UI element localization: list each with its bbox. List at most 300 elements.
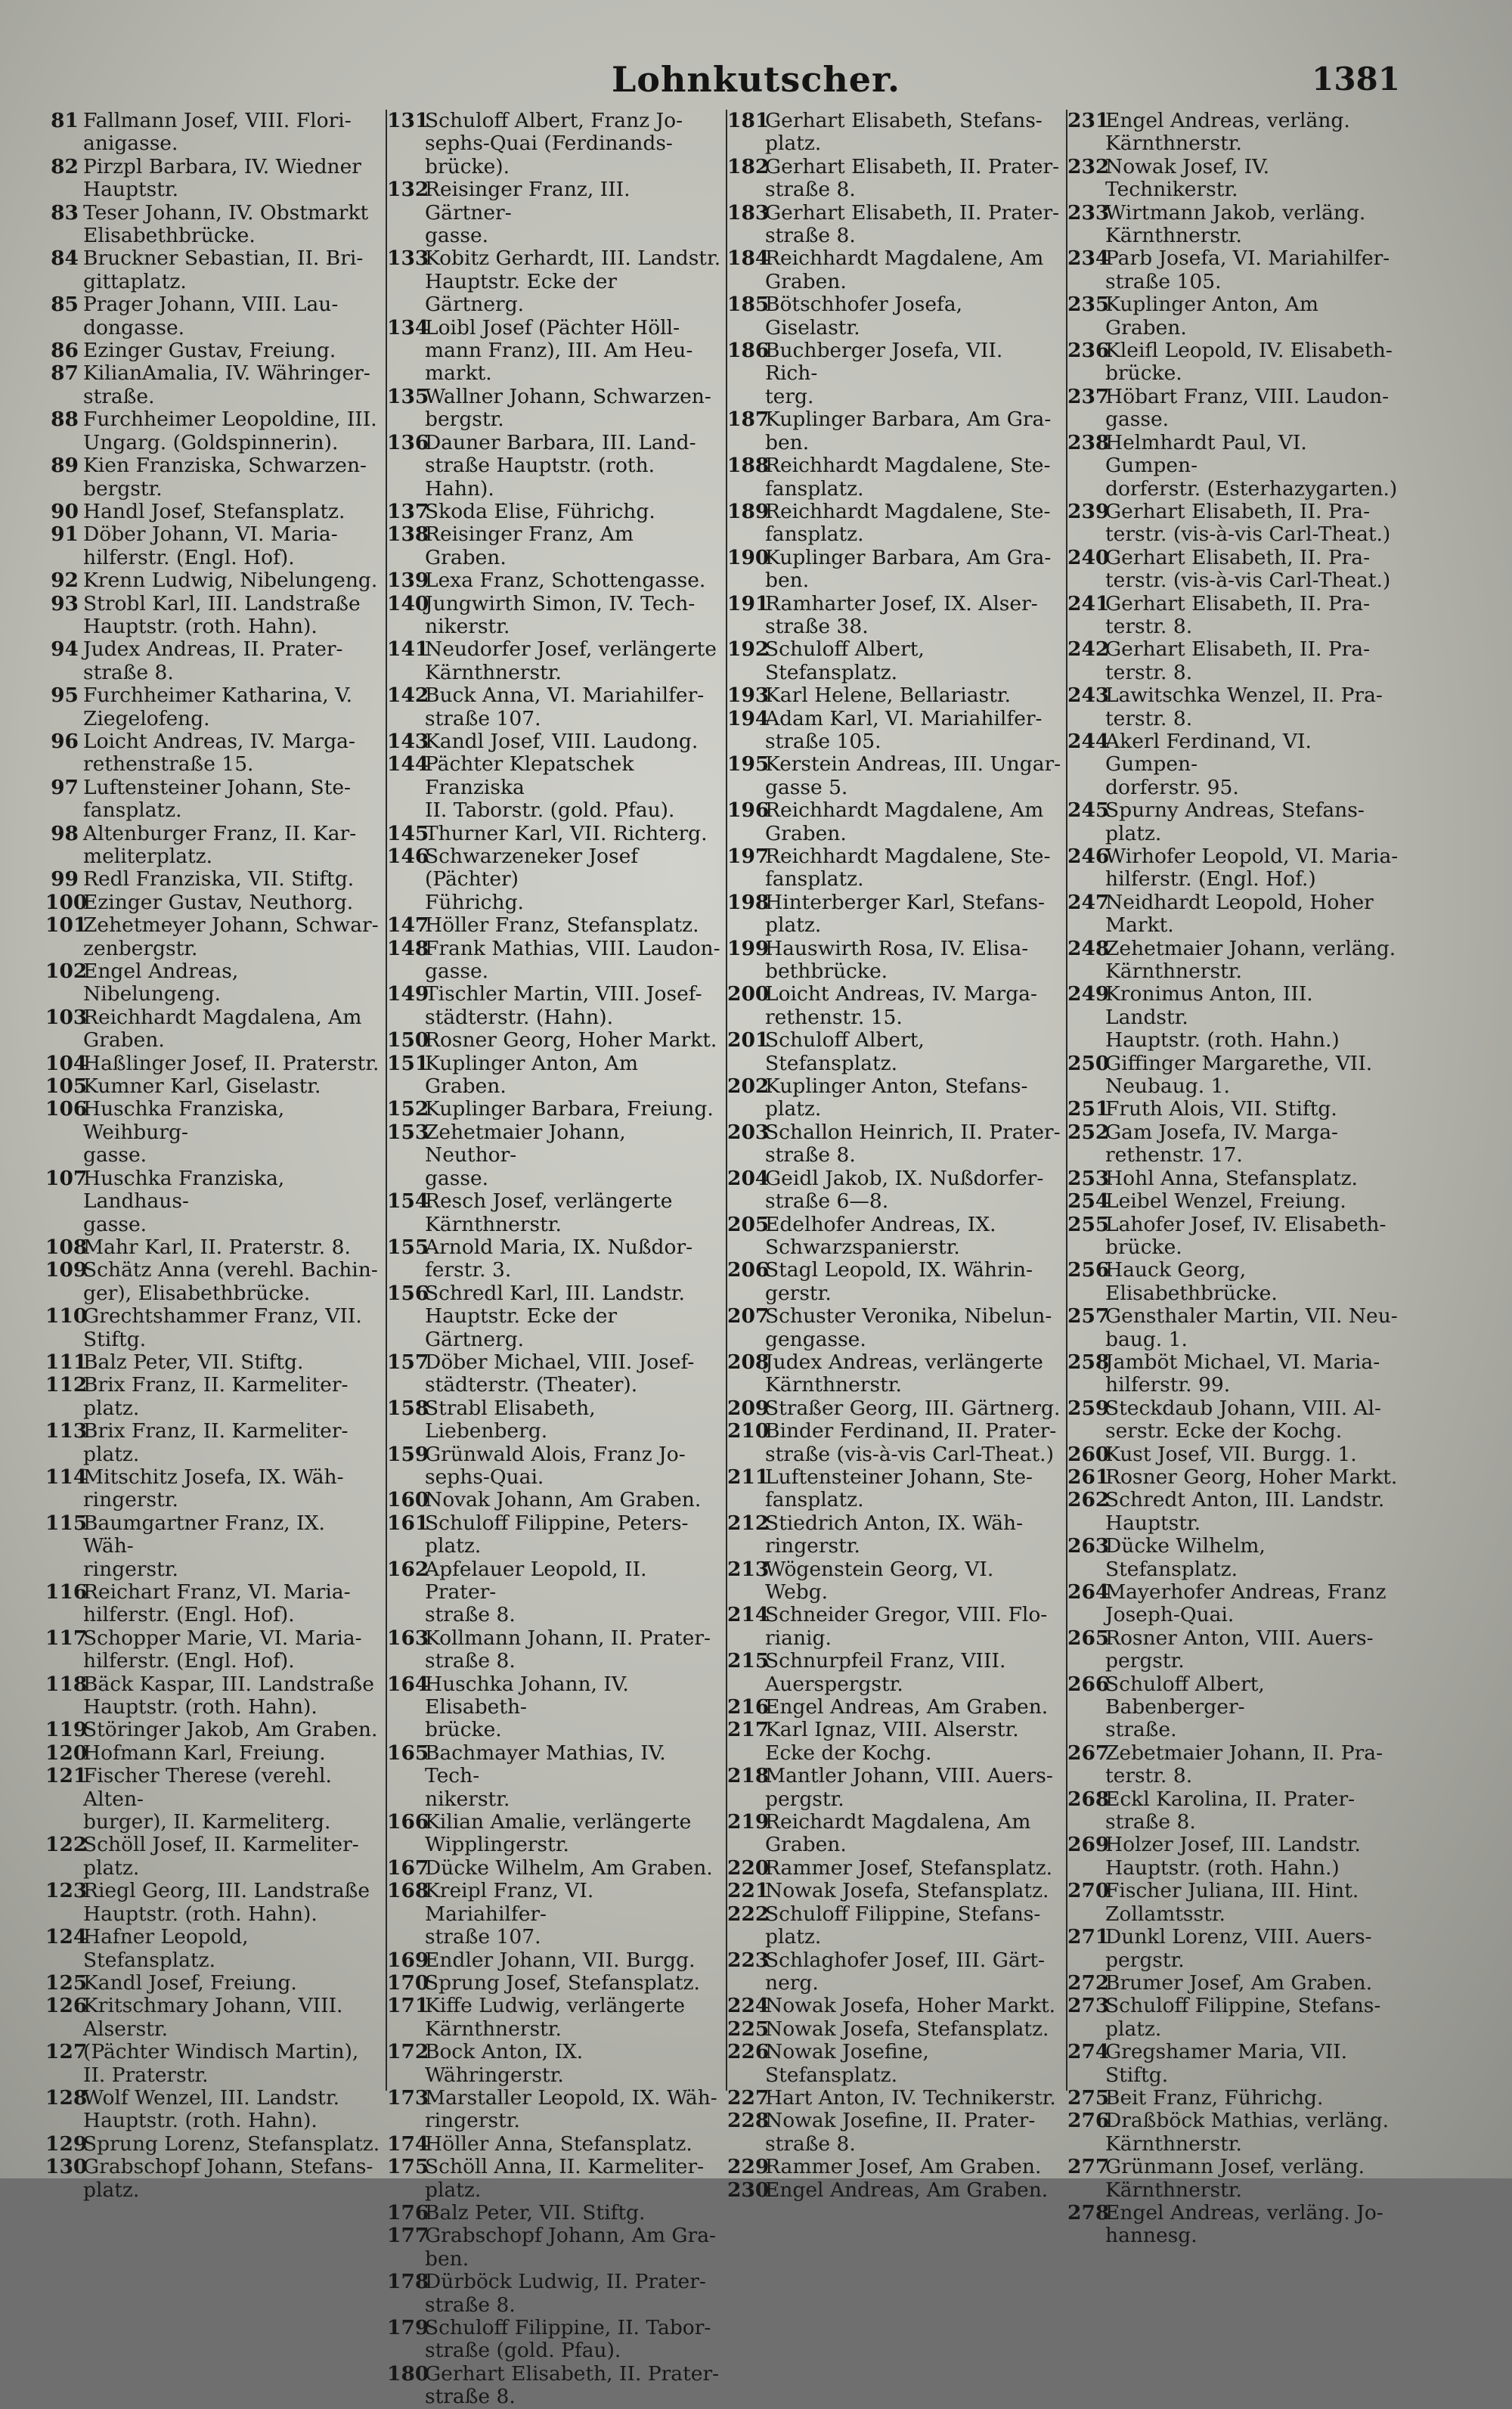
entry-number: 261 xyxy=(1067,1465,1110,1489)
entry-line: hilferstr. (Engl. Hof.) xyxy=(1105,867,1316,891)
entry-number: 154 xyxy=(387,1189,429,1214)
entry-line: Graben. xyxy=(83,1028,165,1053)
listing-entry xyxy=(1067,684,1402,730)
entry-line: pergstr. xyxy=(1105,1649,1185,1673)
listing-entry xyxy=(727,339,1061,408)
listing-entry xyxy=(727,1880,1061,1902)
entry-text xyxy=(1105,1880,1402,1926)
entry-line: Engel Andreas, Nibelungeng. xyxy=(83,960,239,1006)
entry-number: 242 xyxy=(1067,637,1110,662)
entry-text xyxy=(83,2087,381,2133)
entry-line: Gam Josefa, IV. Marga- xyxy=(1105,1120,1338,1144)
entry-line: Buchberger Josefa, VII. Rich- xyxy=(765,339,1003,386)
entry-line: Karl Helene, Bellariastr. xyxy=(765,684,1011,708)
entry-text xyxy=(425,1627,721,1673)
listing-entry xyxy=(1067,638,1402,684)
entry-line: Riegl Georg, III. Landstraße xyxy=(83,1879,370,1903)
entry-text xyxy=(83,408,381,454)
entry-number: 106 xyxy=(45,1097,88,1121)
entry-line: rianig. xyxy=(765,1626,832,1650)
entry-text xyxy=(765,684,1061,707)
entry-line: Mitschitz Josefa, IX. Wäh- xyxy=(83,1465,344,1489)
entry-text xyxy=(765,1214,1061,1260)
entry-number: 196 xyxy=(727,798,770,823)
listing-entry xyxy=(45,2133,381,2156)
entry-line: Stiftg. xyxy=(1105,2063,1169,2087)
entry-text xyxy=(765,2179,1061,2202)
entry-line: mann Franz), III. Am Heu- xyxy=(425,339,693,363)
entry-line: Gerhart Elisabeth, II. Pra- xyxy=(1105,637,1371,662)
listing-entry xyxy=(727,1259,1061,1305)
entry-text xyxy=(1105,799,1402,845)
entry-number: 176 xyxy=(387,2200,429,2225)
entry-line: Dücke Wilhelm, Stefansplatz. xyxy=(1105,1534,1266,1581)
entry-line: gasse. xyxy=(83,1212,147,1236)
entry-line: Marstaller Leopold, IX. Wäh- xyxy=(425,2085,717,2110)
listing-entry xyxy=(387,569,721,592)
entry-line: Kärnthnerstr. xyxy=(425,660,562,684)
entry-text xyxy=(1105,202,1402,248)
entry-line: Alserstr. xyxy=(83,2017,168,2041)
entry-text xyxy=(425,1673,721,1742)
entry-number: 168 xyxy=(387,1879,429,1903)
listing-entry xyxy=(727,2179,1061,2202)
entry-line: baug. 1. xyxy=(1105,1327,1188,1351)
entry-number: 125 xyxy=(45,1970,88,1995)
listing-entry xyxy=(387,1443,721,1490)
entry-number: 131 xyxy=(387,109,429,132)
entry-line: Dunkl Lorenz, VIII. Auers- xyxy=(1105,1925,1372,1949)
listing-entry xyxy=(387,247,721,316)
entry-line: Frank Mathias, VIII. Laudon- xyxy=(425,936,720,960)
entry-text xyxy=(425,2156,721,2202)
entry-number: 249 xyxy=(1067,982,1110,1006)
entry-number: 216 xyxy=(727,1695,770,1719)
entry-text xyxy=(1105,638,1402,684)
listing-entry xyxy=(45,1834,381,1880)
entry-text xyxy=(1105,247,1402,293)
listing-entry xyxy=(1067,938,1402,984)
entry-text xyxy=(83,960,381,1006)
entry-text xyxy=(1105,1788,1402,1834)
entry-text xyxy=(765,1466,1061,1512)
entry-text xyxy=(83,523,381,569)
listing-entry xyxy=(1067,1972,1402,1995)
entry-line: Rosner Georg, Hoher Markt. xyxy=(1105,1465,1398,1489)
entry-number: 98 xyxy=(51,821,79,845)
listing-entry xyxy=(1067,2202,1402,2248)
entry-line: Kritschmary Johann, VIII. xyxy=(83,1994,343,2018)
entry-line: Jungwirth Simon, IV. Tech- xyxy=(425,591,696,615)
entry-text xyxy=(83,914,381,960)
entry-line: brücke). xyxy=(425,154,510,178)
entry-line: Gerhart Elisabeth, II. Prater- xyxy=(765,200,1060,225)
entry-number: 140 xyxy=(387,591,429,615)
entry-text xyxy=(83,454,381,501)
entry-text xyxy=(83,1305,381,1351)
entry-line: straße 8. xyxy=(1105,1810,1196,1834)
entry-number: 241 xyxy=(1067,591,1110,615)
entry-line: Apfelauer Leopold, II. Prater- xyxy=(425,1557,647,1604)
entry-text xyxy=(765,1259,1061,1305)
entry-line: fansplatz. xyxy=(765,1488,864,1512)
entry-line: Sprung Lorenz, Stefansplatz. xyxy=(83,2132,380,2156)
entry-number: 97 xyxy=(51,775,79,799)
listing-entry xyxy=(387,2041,721,2087)
entry-number: 179 xyxy=(387,2316,429,2339)
entry-number: 82 xyxy=(51,154,79,178)
entry-line: gasse. xyxy=(425,960,489,984)
entry-line: Döber Michael, VIII. Josef- xyxy=(425,1350,695,1374)
entry-line: brücke. xyxy=(1105,1235,1182,1259)
entry-number: 121 xyxy=(45,1764,88,1788)
listing-entry xyxy=(1067,1788,1402,1834)
listing-entry xyxy=(45,408,381,454)
entry-text xyxy=(83,1053,381,1075)
listing-entry xyxy=(1067,1581,1402,1627)
entry-line: Furchheimer Leopoldine, III. xyxy=(83,408,377,432)
entry-line: Spurny Andreas, Stefans- xyxy=(1105,798,1365,823)
entry-line: straße 6—8. xyxy=(765,1189,889,1214)
entry-text xyxy=(1105,1926,1402,1972)
entry-text xyxy=(765,891,1061,938)
entry-line: Strobl Karl, III. Landstraße xyxy=(83,591,361,615)
entry-number: 96 xyxy=(51,729,79,753)
entry-text xyxy=(425,523,721,569)
listing-entry xyxy=(1067,1673,1402,1742)
listing-entry xyxy=(387,914,721,937)
listing-entry xyxy=(45,1719,381,1741)
entry-line: Ezinger Gustav, Neuthorg. xyxy=(83,890,354,914)
entry-line: Teser Johann, IV. Obstmarkt xyxy=(83,200,369,225)
entry-line: hilferstr. 99. xyxy=(1105,1373,1231,1397)
entry-text xyxy=(83,1098,381,1167)
entry-line: zenbergstr. xyxy=(83,936,198,960)
entry-number: 202 xyxy=(727,1074,770,1099)
entry-line: platz. xyxy=(83,1856,140,1880)
entry-line: Nowak Josef, IV. Technikerstr. xyxy=(1105,154,1270,202)
entry-line: Neudorfer Josef, verlängerte xyxy=(425,637,717,662)
entry-number: 234 xyxy=(1067,246,1110,271)
entry-line: Grabschopf Johann, Stefans- xyxy=(83,2155,373,2179)
entry-line: Schuloff Filippine, Peters- xyxy=(425,1511,689,1535)
listing-entry xyxy=(1067,339,1402,386)
entry-number: 141 xyxy=(387,637,429,662)
entry-text xyxy=(1105,983,1402,1052)
entry-text xyxy=(765,547,1061,593)
listing-entry xyxy=(727,247,1061,293)
entry-text xyxy=(425,317,721,386)
entry-line: straße 8. xyxy=(83,660,174,684)
entry-line: Kärnthnerstr. xyxy=(425,1212,562,1236)
entry-number: 162 xyxy=(387,1557,429,1581)
listing-entry xyxy=(45,156,381,202)
entry-number: 124 xyxy=(45,1925,88,1949)
listing-entry xyxy=(387,823,721,845)
listing-entry xyxy=(727,753,1061,799)
entry-line: Krenn Ludwig, Nibelungeng. xyxy=(83,569,378,593)
listing-entry xyxy=(727,1558,1061,1604)
entry-number: 209 xyxy=(727,1396,770,1420)
entry-line: Stagl Leopold, IX. Währin- xyxy=(765,1258,1033,1282)
entry-line: städterstr. (Theater). xyxy=(425,1373,638,1397)
entry-number: 156 xyxy=(387,1281,429,1305)
entry-text xyxy=(1105,293,1402,339)
listing-entry xyxy=(727,845,1061,891)
entry-line: nikerstr. xyxy=(425,614,510,638)
listing-entry xyxy=(727,1604,1061,1650)
entry-text xyxy=(765,2110,1061,2156)
entry-text xyxy=(425,432,721,501)
entry-number: 222 xyxy=(727,1902,770,1926)
entry-number: 143 xyxy=(387,729,429,753)
entry-line: Graben. xyxy=(765,821,847,845)
entry-text xyxy=(1105,1397,1402,1443)
entry-line: Neidhardt Leopold, Hoher xyxy=(1105,890,1374,914)
listing-entry xyxy=(387,1489,721,1511)
listing-entry xyxy=(1067,1190,1402,1213)
entry-line: straße 8. xyxy=(765,2132,856,2156)
entry-text xyxy=(765,408,1061,454)
entry-line: Pirzpl Barbara, IV. Wiedner xyxy=(83,154,361,178)
entry-line: Bachmayer Mathias, IV. Tech- xyxy=(425,1741,666,1788)
entry-line: Schredl Karl, III. Landstr. xyxy=(425,1281,685,1305)
listing-entry xyxy=(1067,1259,1402,1305)
entry-number: 192 xyxy=(727,637,770,662)
entry-number: 107 xyxy=(45,1166,88,1190)
listing-entry xyxy=(45,891,381,914)
entry-line: Hauptstr. (roth. Hahn). xyxy=(83,1695,318,1719)
listing-entry xyxy=(1067,593,1402,639)
entry-line: nikerstr. xyxy=(425,1787,510,1811)
entry-text xyxy=(425,1282,721,1351)
listing-entry xyxy=(387,501,721,523)
listing-entry xyxy=(1067,1443,1402,1466)
entry-number: 213 xyxy=(727,1557,770,1581)
entry-line: Schuloff Filippine, Stefans- xyxy=(765,1902,1041,1926)
entry-number: 119 xyxy=(45,1718,88,1742)
entry-line: Ezinger Gustav, Freiung. xyxy=(83,339,336,363)
entry-text xyxy=(765,1719,1061,1765)
entry-line: Loibl Josef (Pächter Höll- xyxy=(425,315,680,339)
entry-text xyxy=(1105,593,1402,639)
listing-entry xyxy=(1067,1397,1402,1443)
entry-number: 180 xyxy=(387,2361,429,2386)
entry-line: Kumner Karl, Giselastr. xyxy=(83,1074,321,1099)
entry-text xyxy=(425,593,721,639)
entry-line: straße 8. xyxy=(765,1143,856,1167)
entry-line: straße 8. xyxy=(425,1649,516,1673)
listing-entry xyxy=(45,1512,381,1581)
entry-number: 133 xyxy=(387,246,429,271)
entry-number: 102 xyxy=(45,960,88,984)
listing-entry xyxy=(1067,547,1402,593)
entry-line: platz. xyxy=(83,2178,140,2202)
entry-text xyxy=(765,1650,1061,1696)
listing-entry xyxy=(727,1305,1061,1351)
listing-entry xyxy=(45,777,381,823)
entry-line: Strabl Elisabeth, Liebenberg. xyxy=(425,1396,596,1443)
entry-line: Balz Peter, VII. Stiftg. xyxy=(83,1350,304,1374)
listing-entry xyxy=(45,454,381,501)
entry-text xyxy=(765,1604,1061,1650)
entry-text xyxy=(83,1926,381,1972)
entry-line: Hauptstr. xyxy=(83,178,179,202)
entry-text xyxy=(83,501,381,523)
entry-number: 276 xyxy=(1067,2109,1110,2133)
entry-number: 255 xyxy=(1067,1212,1110,1236)
entry-line: Schöll Josef, II. Karmeliter- xyxy=(83,1833,359,1857)
listing-entry xyxy=(45,823,381,869)
entry-line: Skoda Elise, Führichg. xyxy=(425,499,655,523)
listing-entry xyxy=(45,1305,381,1351)
entry-text xyxy=(765,799,1061,845)
entry-number: 269 xyxy=(1067,1833,1110,1857)
entry-number: 153 xyxy=(387,1120,429,1144)
entry-line: Hauptstr. (roth. Hahn). xyxy=(83,614,318,638)
entry-line: Draßböck Mathias, verläng. xyxy=(1105,2109,1390,2133)
listing-entry xyxy=(1067,1742,1402,1788)
entry-text xyxy=(83,1834,381,1880)
entry-text xyxy=(1105,2041,1402,2087)
entry-line: fansplatz. xyxy=(765,522,864,547)
entry-text xyxy=(765,2041,1061,2087)
entry-text xyxy=(83,247,381,293)
listing-entry xyxy=(727,501,1061,547)
entry-line: Reisinger Franz, III. Gärtner- xyxy=(425,178,631,225)
entry-text xyxy=(425,1742,721,1811)
listing-entry xyxy=(1067,110,1402,156)
listing-entry xyxy=(387,523,721,569)
listing-entry xyxy=(727,454,1061,501)
entry-line: Furchheimer Katharina, V. xyxy=(83,684,353,708)
entry-line: Reichhardt Magdalene, Am xyxy=(765,798,1044,823)
entry-line: markt. xyxy=(425,361,492,386)
entry-line: Hohl Anna, Stefansplatz. xyxy=(1105,1166,1358,1190)
entry-text xyxy=(1105,1972,1402,1995)
listing-entry xyxy=(45,293,381,339)
entry-line: Neubaug. 1. xyxy=(1105,1074,1230,1099)
entry-text xyxy=(425,638,721,684)
entry-line: Nowak Josefa, Stefansplatz. xyxy=(765,2017,1049,2041)
entry-line: Wallner Johann, Schwarzen- xyxy=(425,384,711,408)
listing-entry xyxy=(1067,2041,1402,2087)
entry-text xyxy=(425,1972,721,1995)
listing-entry xyxy=(727,593,1061,639)
entry-number: 126 xyxy=(45,1994,88,2018)
entry-line: Hauptstr. (roth. Hahn.) xyxy=(1105,1856,1340,1880)
entry-text xyxy=(1105,1466,1402,1489)
entry-number: 246 xyxy=(1067,845,1110,868)
entry-text xyxy=(1105,1742,1402,1788)
listing-entry xyxy=(387,2271,721,2317)
entry-line: platz. xyxy=(765,1925,822,1949)
entry-text xyxy=(765,1305,1061,1351)
entry-line: Höller Franz, Stefansplatz. xyxy=(425,913,699,938)
entry-line: KilianAmalia, IV. Währinger- xyxy=(83,361,370,386)
entry-number: 254 xyxy=(1067,1189,1110,1214)
entry-text xyxy=(425,1443,721,1490)
listing-entry xyxy=(45,593,381,639)
listing-entry xyxy=(727,202,1061,248)
entry-number: 123 xyxy=(45,1879,88,1903)
entry-text xyxy=(1105,845,1402,891)
entry-text xyxy=(425,684,721,730)
entry-text xyxy=(765,1903,1061,1949)
entry-line: nerg. xyxy=(765,1970,819,1995)
listing-entry xyxy=(387,110,721,178)
entry-line: Ecke der Kochg. xyxy=(765,1741,932,1765)
entry-line: ben. xyxy=(765,569,810,593)
listing-entry xyxy=(387,684,721,730)
entry-text xyxy=(1105,2156,1402,2202)
entry-line: Huschka Franziska, Landhaus- xyxy=(83,1166,285,1214)
entry-number: 172 xyxy=(387,2040,429,2064)
entry-line: Hauptstr. Ecke der Gärtnerg. xyxy=(425,269,618,317)
entry-text xyxy=(765,1351,1061,1397)
entry-line: Schuster Veronika, Nibelun- xyxy=(765,1304,1052,1329)
entry-number: 90 xyxy=(51,499,79,523)
entry-number: 163 xyxy=(387,1626,429,1650)
entry-text xyxy=(1105,547,1402,593)
entry-line: Engel Andreas, verläng. xyxy=(1105,109,1350,132)
listing-entry xyxy=(387,2087,721,2133)
entry-text xyxy=(765,1696,1061,1719)
entry-number: 89 xyxy=(51,454,79,478)
entry-text xyxy=(83,1880,381,1926)
entry-line: Arnold Maria, IX. Nußdor- xyxy=(425,1235,693,1259)
entry-line: Bock Anton, IX. Währingerstr. xyxy=(425,2040,584,2087)
entry-number: 253 xyxy=(1067,1166,1110,1190)
entry-line: Straßer Georg, III. Gärtnerg. xyxy=(765,1396,1061,1420)
entry-line: gengasse. xyxy=(765,1327,866,1351)
page-title: Lohnkutscher. xyxy=(611,59,901,100)
listing-entry xyxy=(727,2087,1061,2110)
entry-text xyxy=(425,501,721,523)
entry-number: 191 xyxy=(727,591,770,615)
entry-text xyxy=(83,156,381,202)
entry-line: Gerhart Elisabeth, II. Prater- xyxy=(765,154,1060,178)
entry-line: Stiedrich Anton, IX. Wäh- xyxy=(765,1511,1024,1535)
entry-text xyxy=(425,1397,721,1443)
entry-text xyxy=(1105,1995,1402,2041)
entry-line: Kandl Josef, Freiung. xyxy=(83,1970,297,1995)
entry-line: brücke. xyxy=(425,1718,502,1742)
entry-number: 210 xyxy=(727,1419,770,1443)
entry-line: Mayerhofer Andreas, Franz xyxy=(1105,1580,1387,1604)
entry-number: 237 xyxy=(1067,384,1110,408)
entry-line: Gerhart Elisabeth, II. Prater- xyxy=(425,2361,720,2386)
listing-entry xyxy=(1067,501,1402,547)
entry-text xyxy=(1105,1351,1402,1397)
entry-line: Ungarg. (Goldspinnerin). xyxy=(83,430,339,454)
entry-line: Gerhart Elisabeth, II. Pra- xyxy=(1105,591,1371,615)
entry-line: gasse. xyxy=(425,224,489,248)
listing-column xyxy=(45,109,386,2202)
entry-text xyxy=(765,339,1061,408)
entry-line: (Pächter Windisch Martin), xyxy=(83,2040,359,2064)
entry-line: Wipplingerstr. xyxy=(425,1833,569,1857)
entry-line: Eckl Karolina, II. Prater- xyxy=(1105,1787,1356,1811)
entry-text xyxy=(83,1006,381,1053)
entry-line: Edelhofer Andreas, IX. xyxy=(765,1212,996,1236)
entry-text xyxy=(425,386,721,432)
entry-line: Parb Josefa, VI. Mariahilfer- xyxy=(1105,246,1390,271)
entry-line: Schneider Gregor, VIII. Flo- xyxy=(765,1603,1048,1627)
entry-line: straße 8. xyxy=(425,2293,516,2317)
entry-line: Leibel Wenzel, Freiung. xyxy=(1105,1189,1346,1214)
entry-text xyxy=(425,914,721,937)
